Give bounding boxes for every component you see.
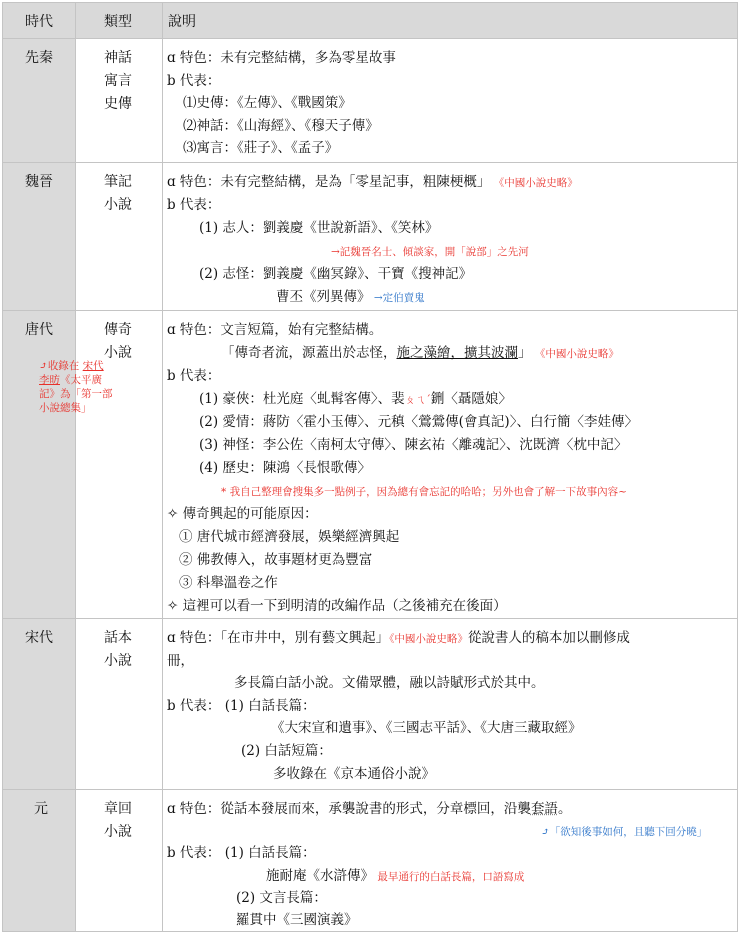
annotation-note: 《中國小說史略》 — [531, 348, 619, 360]
text-segment: 《大宋宣和遺事》、《三國志平話》、《大唐三藏取經》 — [271, 720, 582, 737]
description-line — [167, 137, 737, 160]
description-line — [167, 47, 737, 70]
description-line — [167, 503, 737, 526]
description-line — [167, 865, 737, 887]
text-segment: ɑ 特色：文言短篇，始有完整結構。 — [167, 322, 383, 338]
type-label: 神話 — [104, 50, 132, 66]
description-line — [167, 526, 737, 549]
text-segment: 套語 — [530, 801, 558, 817]
text-segment: (4) 歷史：陳鴻〈長恨歌傳〉 — [199, 460, 371, 476]
description-line — [167, 672, 737, 695]
type-cell — [76, 163, 163, 311]
description-cell — [163, 311, 738, 619]
text-segment: (2) 愛情：蔣防〈霍小玉傳〉、元稹〈鶯鶯傳(會真記)〉、白行簡〈李娃傳〉 — [199, 414, 638, 430]
text-segment: b 代表： — [167, 72, 221, 89]
description-line — [167, 240, 737, 263]
description-line — [167, 342, 737, 365]
description-line — [167, 820, 737, 842]
description-line — [167, 887, 737, 909]
header-desc: 說明 — [163, 3, 738, 39]
type-label: 寓言 — [104, 73, 132, 89]
description-line — [167, 798, 737, 820]
era-label: 先秦 — [25, 50, 53, 66]
description-line — [167, 217, 737, 240]
side-annotation — [39, 359, 114, 415]
description-line — [167, 286, 737, 309]
description-line — [167, 740, 737, 763]
text-segment: ✧ 傳奇興起的可能原因： — [167, 506, 318, 522]
description-cell — [163, 790, 738, 932]
text-segment: 。 — [557, 801, 572, 817]
table-row — [3, 619, 738, 790]
header-type: 類型 — [76, 3, 163, 39]
description-cell — [163, 39, 738, 163]
text-segment: b 代表： (1) 白話長篇： — [167, 697, 316, 714]
text-segment: (3) 神怪：李公佐〈南柯太守傳〉、陳玄祐〈離魂記〉、沈既濟〈枕中記〉 — [199, 437, 628, 453]
description-line — [167, 92, 737, 115]
description-cell — [163, 619, 738, 790]
type-label: 小說 — [104, 345, 132, 361]
type-label: 傳奇 — [104, 322, 132, 338]
description-line — [167, 572, 737, 595]
text-segment: 羅貫中《三國演義》 — [236, 911, 358, 928]
text-segment: 施耐庵《水滸傳》 — [266, 867, 374, 884]
text-segment: ③ 科舉溫卷之作 — [179, 575, 278, 591]
description-line — [167, 909, 737, 931]
text-segment: ɑ 特色：未有完整結構，是為「零星記事，粗陳梗概」 — [167, 174, 491, 190]
table-row — [3, 311, 738, 619]
type-cell — [76, 790, 163, 932]
text-segment: ✧ 這裡可以看一下到明清的改編作品（之後補充在後面） — [167, 598, 507, 614]
text-segment: 從說書人的稿本加以刪修成 — [467, 630, 630, 646]
table-row — [3, 163, 738, 311]
text-segment: 施之藻繪，擴其波瀾 — [396, 345, 518, 361]
text-segment: 曹丕《列異傳》 — [276, 289, 371, 305]
annotation-note: 《中國小說史略》 — [490, 177, 578, 189]
era-cell — [3, 619, 76, 790]
type-cell — [76, 619, 163, 790]
type-label: 史傳 — [104, 96, 132, 112]
description-cell — [163, 163, 738, 311]
type-cell — [76, 311, 163, 619]
annotation-underlined: 宋代李昉 — [39, 360, 104, 386]
type-label: 章回 — [104, 801, 132, 817]
annotation-note: →定伯賣鬼 — [370, 292, 425, 304]
text-segment: (2) 志怪：劉義慶《幽冥錄》、干寶《搜神記》 — [199, 266, 473, 282]
description-line — [167, 842, 737, 864]
era-label: 宋代 — [25, 630, 53, 646]
annotation-note: ㄆㄟˊ — [404, 394, 431, 406]
annotation-arrow: ⤴ — [39, 360, 48, 372]
text-segment: ɑ 特色：「在市井中，別有藝文興起」 — [167, 630, 390, 646]
text-segment: 多長篇白話小說。文備眾體，融以詩賦形式於其中。 — [234, 675, 545, 692]
text-segment: 「傳奇者流，源蓋出於志怪， — [221, 345, 397, 361]
text-segment: ɑ 特色：從話本發展而來，承襲說書的形式，分章標回，沿襲 — [167, 801, 531, 817]
era-label: 魏晉 — [25, 174, 53, 190]
description-line — [167, 70, 737, 93]
annotation-post: 《太平廣記》為「第一部小說總集」 — [39, 374, 113, 414]
literature-history-table — [2, 2, 738, 932]
text-segment: ⑶寓言：《莊子》、《孟子》 — [183, 140, 339, 156]
type-label: 小說 — [104, 197, 132, 213]
description-line — [167, 263, 737, 286]
text-segment: 多收錄在《京本通俗小說》 — [273, 765, 435, 782]
text-segment: ② 佛教傳入，故事題材更為豐富 — [179, 552, 373, 568]
description-line — [167, 480, 737, 503]
description-line — [167, 695, 737, 718]
text-segment: (2) 文言長篇： — [236, 889, 327, 906]
text-segment: (1) 志人：劉義慶《世說新語》、《笑林》 — [199, 220, 439, 236]
text-segment: ⑵神話：《山海經》、《穆天子傳》 — [183, 117, 379, 134]
description-line — [167, 650, 737, 673]
annotation-note: →記魏晉名士、傾談家，開「說部」之先河 — [331, 246, 529, 258]
text-segment: 冊， — [167, 652, 194, 669]
era-cell — [3, 163, 76, 311]
type-cell — [76, 39, 163, 163]
text-segment: b 代表： — [167, 368, 221, 384]
description-line — [167, 627, 737, 650]
era-cell — [3, 790, 76, 932]
description-line — [167, 411, 737, 434]
header-era: 時代 — [3, 3, 76, 39]
description-line — [167, 457, 737, 480]
text-segment: 鉶〈聶隱娘〉 — [430, 391, 512, 407]
description-line — [167, 434, 737, 457]
text-segment: ① 唐代城市經濟發展，娛樂經濟興起 — [179, 529, 400, 545]
type-label: 筆記 — [104, 174, 132, 190]
era-label: 唐代 — [25, 322, 53, 338]
description-line — [167, 717, 737, 740]
description-line — [167, 549, 737, 572]
annotation-pre: 收錄在 — [47, 360, 83, 372]
annotation-note: ⤴「欲知後事如何，且聽下回分曉」 — [541, 826, 708, 839]
text-segment: (1) 豪俠：杜光庭〈虬髯客傳〉、裴 — [199, 391, 405, 407]
text-segment: ɑ 特色：未有完整結構，多為零星故事 — [167, 50, 396, 66]
era-cell — [3, 311, 113, 619]
annotation-note: 最早通行的白話長篇，口語寫成 — [374, 870, 525, 883]
description-line — [167, 365, 737, 388]
annotation-note: * 我自己整理會搜集多一點例子，因為總有會忘記的哈哈；另外也會了解一下故事內容~ — [221, 486, 627, 498]
era-cell — [3, 39, 76, 163]
description-line — [167, 194, 737, 217]
type-label: 話本 — [104, 630, 132, 646]
description-line — [167, 319, 737, 342]
table-row — [3, 790, 738, 932]
description-line — [167, 595, 737, 618]
annotation-note: 《中國小說史略》 — [389, 633, 468, 645]
text-segment: b 代表： (1) 白話長篇： — [167, 845, 316, 862]
era-label: 元 — [34, 801, 48, 817]
description-line — [167, 115, 737, 138]
type-label: 小說 — [104, 653, 132, 669]
text-segment: ⑴史傳：《左傳》、《戰國策》 — [183, 95, 352, 111]
description-line — [167, 171, 737, 194]
description-line — [167, 388, 737, 411]
type-label: 小說 — [104, 824, 132, 840]
table-row — [3, 39, 738, 163]
table-header-row — [3, 3, 738, 39]
text-segment: b 代表： — [167, 197, 221, 213]
text-segment: (2) 白話短篇： — [241, 742, 332, 759]
text-segment: 」 — [518, 345, 532, 361]
description-line — [167, 763, 737, 786]
